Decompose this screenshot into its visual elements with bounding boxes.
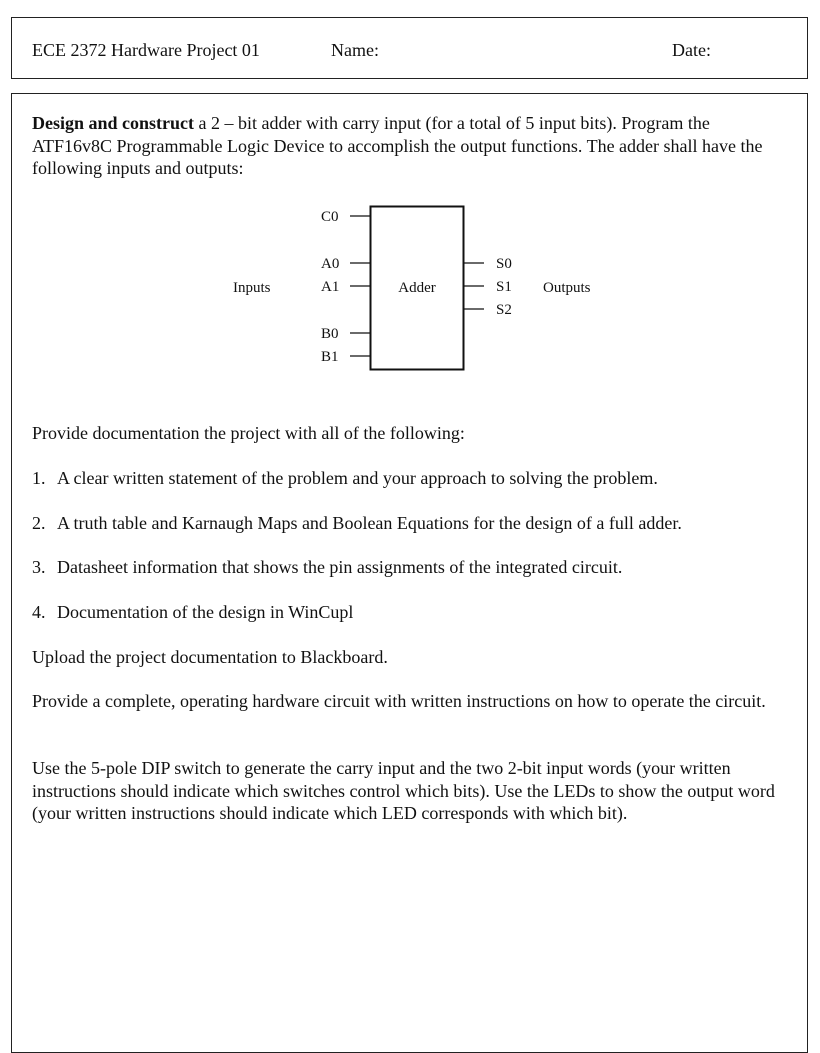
date-label: Date: [672,40,711,60]
pin-label-b1: B1 [321,349,339,365]
requirement-text: Datasheet information that shows the pin assignments of the integrated circuit. [57,557,623,577]
pin-label-s1: S1 [496,279,512,295]
pin-label-s2: S2 [496,302,512,318]
pin-label-a0: A0 [321,256,340,272]
requirement-text: A truth table and Karnaugh Maps and Boolean Equations for the design of a full adder. [57,513,682,533]
requirement-text: Documentation of the design in WinCupl [57,602,354,622]
inputs-label: Inputs [233,280,271,296]
main-content-box [11,93,808,1053]
requirement-item [32,467,792,490]
outputs-label: Outputs [543,280,591,296]
requirement-number: 2. [32,513,46,533]
upload-instruction: Upload the project documentation to Blackboard. [32,647,388,667]
pin-label-b0: B0 [321,326,339,342]
pin-label-s0: S0 [496,256,512,272]
adder-label: Adder [398,280,436,296]
dip-switch-instruction: Use the 5-pole DIP switch to generate the carry input and the two 2-bit input words (your written instructions should indicate which switches control which bits). Use the LEDs to show the output word (your written instructions should indicate which LED corresponds with which bit). [32,758,775,823]
intro-text: a 2 – bit adder with carry input (for a total of 5 input bits). Program the ATF16v8C Programmable Logic Device to accomplish the output functions. The adder shall have the following inputs and outputs: [32,113,763,178]
pin-label-a1: A1 [321,279,340,295]
pin-label-c0: C0 [321,209,339,225]
requirement-number: 1. [32,468,46,488]
hardware-instruction: Provide a complete, operating hardware circuit with written instructions on how to operate the circuit. [32,691,766,711]
requirement-number: 3. [32,557,46,577]
name-label: Name: [331,40,379,60]
documentation-intro: Provide documentation the project with all of the following: [32,423,465,443]
requirement-text: A clear written statement of the problem and your approach to solving the problem. [57,468,658,488]
intro-bold-lead: Design and construct [32,113,195,133]
requirement-item [32,556,792,579]
project-title: ECE 2372 Hardware Project 01 [32,40,260,60]
requirement-number: 4. [32,602,46,622]
requirement-item [32,512,792,535]
requirement-item [32,601,792,624]
header-box [11,17,808,79]
